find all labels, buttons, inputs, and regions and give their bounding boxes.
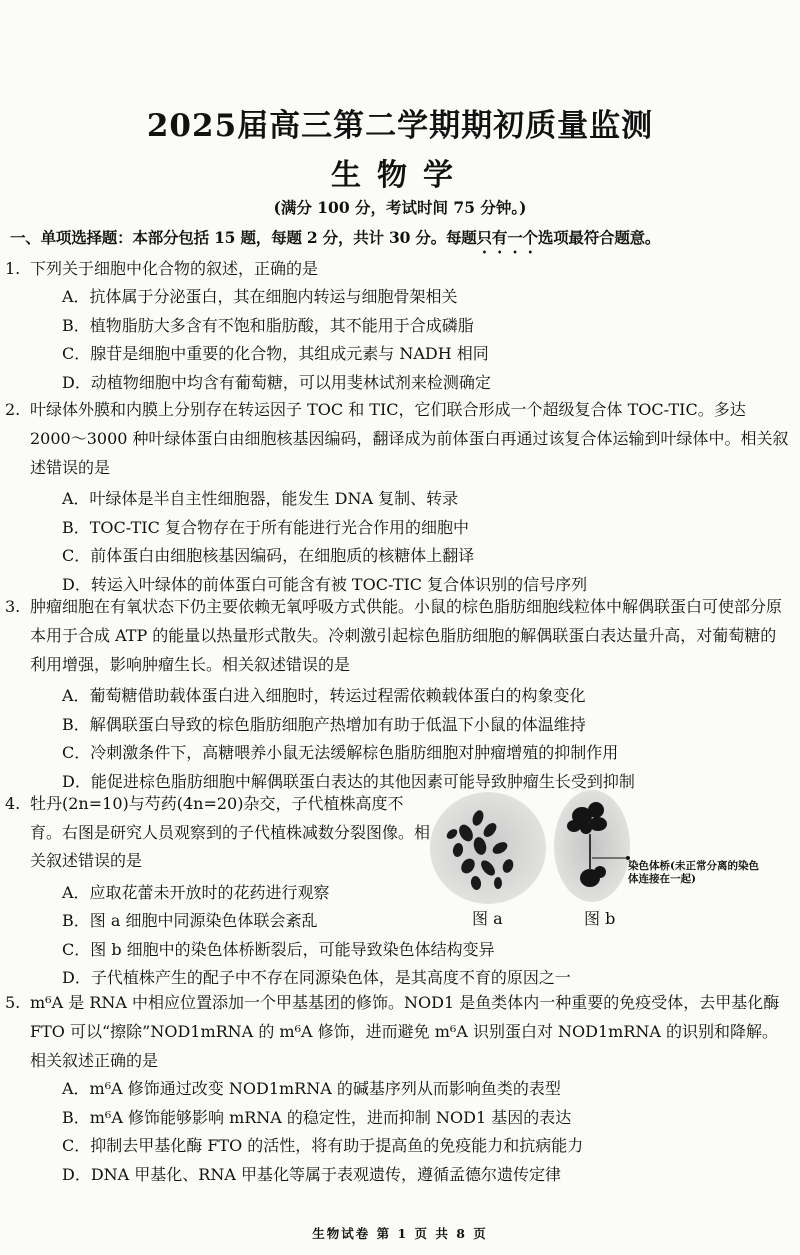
question-3	[0, 592, 800, 796]
question-stem	[0, 790, 430, 876]
option-b: B．m⁶A 修饰能够影响 mRNA 的稳定性，进而抑制 NOD1 基因的表达	[62, 1107, 572, 1127]
option-d: D．能促进棕色脂肪细胞中解偶联蛋白表达的其他因素可能导致肿瘤生长受到抑制	[62, 771, 635, 791]
section-heading-prefix: 一、单项选择题：本部分包括 15 题，每题 2 分，共计 30 分。每题	[10, 228, 477, 247]
figure-a-caption: 图 a	[472, 909, 503, 928]
question-2	[0, 395, 800, 599]
question-number: 3.	[5, 597, 21, 616]
question-1	[0, 254, 800, 397]
option-a: A．叶绿体是半自主性细胞器，能发生 DNA 复制、转录	[62, 489, 459, 508]
figure-b-caption: 图 b	[584, 909, 616, 928]
question-5	[0, 988, 800, 1189]
cell-background	[430, 792, 546, 904]
figure-b-micrograph	[552, 788, 632, 906]
question-text: 叶绿体外膜和内膜上分别存在转运因子 TOC 和 TIC，它们联合形成一个超级复合体 TOC-TIC。多达 2000～3000 种叶绿体蛋白由细胞核基因编码，翻译成为前体蛋白再通过该复合体运输到叶绿体中。相关叙述错误的是	[30, 400, 789, 477]
option-c: C．图 b 细胞中的染色体桥断裂后，可能导致染色体结构变异	[62, 939, 495, 959]
exam-title: 2025届高三第二学期期初质量监测	[146, 108, 654, 144]
section-heading-suffix: 选项最符合题意。	[537, 228, 661, 247]
question-number: 5.	[5, 993, 21, 1012]
option-c: C．前体蛋白由细胞核基因编码，在细胞质的核糖体上翻译	[62, 546, 475, 565]
option-c: C．腺苷是细胞中重要的化合物，其组成元素与 NADH 相同	[62, 344, 489, 363]
option-b: B．图 a 细胞中同源染色体联会紊乱	[62, 911, 318, 930]
option-b: B．植物脂肪大多含有不饱和脂肪酸，其不能用于合成磷脂	[62, 315, 474, 335]
question-number: 4.	[5, 794, 21, 813]
option-c: C．冷刺激条件下，高糖喂养小鼠无法缓解棕色脂肪细胞对肿瘤增殖的抑制作用	[62, 743, 619, 762]
option-d: D．DNA 甲基化、RNA 甲基化等属于表观遗传，遵循孟德尔遗传定律	[62, 1164, 561, 1184]
option-a: A．葡萄糖借助载体蛋白进入细胞时，转运过程需依赖载体蛋白的构象变化	[62, 686, 586, 705]
option-b: B．TOC-TIC 复合物存在于所有能进行光合作用的细胞中	[62, 517, 469, 537]
figure-a-micrograph	[428, 788, 548, 906]
option-d: D．转运入叶绿体的前体蛋白可能含有被 TOC-TIC 复合体识别的信号序列	[62, 574, 588, 594]
chromosome-bridge-label: 染色体桥(未正常分离的染色体连接在一起)	[628, 860, 759, 885]
option-b: B．解偶联蛋白导致的棕色脂肪细胞产热增加有助于低温下小鼠的体温维持	[62, 714, 586, 734]
question-text: 肿瘤细胞在有氧状态下仍主要依赖无氧呼吸方式供能。小鼠的棕色脂肪细胞线粒体中解偶联蛋白可使部分原本用于合成 ATP 的能量以热量形式散失。冷刺激引起棕色脂肪细胞的解偶联蛋白表达量升高，对葡萄糖的利用增强，影响肿瘤生长。相关叙述错误的是	[30, 597, 783, 674]
score-note: (满分 100 分，考试时间 75 分钟。)	[273, 198, 527, 217]
option-a: A．应取花蕾未开放时的花药进行观察	[62, 882, 330, 902]
subject-title: 生物学	[331, 158, 469, 193]
question-stem	[0, 395, 790, 482]
question-text: 下列关于细胞中化合物的叙述，正确的是	[30, 259, 319, 278]
question-4	[0, 790, 800, 993]
page-footer: 生物试卷 第 1 页 共 8 页	[312, 1226, 488, 1241]
question-stem	[0, 988, 790, 1075]
question-text: 牡丹(2n=10)与芍药(4n=20)杂交，子代植株高度不育。右图是研究人员观察到的子代植株减数分裂图像。相关叙述错误的是	[30, 794, 431, 870]
section-heading	[10, 226, 790, 257]
question-stem	[0, 592, 790, 679]
option-a: A．抗体属于分泌蛋白，其在细胞内转运与细胞骨架相关	[62, 287, 458, 306]
question-text: m⁶A 是 RNA 中相应位置添加一个甲基基团的修饰。NOD1 是鱼类体内一种重要的免疫受体，去甲基化酶 FTO 可以“擦除”NOD1mRNA 的 m⁶A 修饰，进而避免 m⁶A 识别蛋白对 NOD1mRNA 的识别和降解。相关叙述正确的是	[30, 993, 780, 1070]
option-d: D．子代植株产生的配子中不存在同源染色体，是其高度不育的原因之一	[62, 968, 571, 987]
section-heading-emphasis: 只有一个	[476, 228, 538, 247]
question-stem	[0, 254, 790, 283]
option-c: C．抑制去甲基化酶 FTO 的活性，将有助于提高鱼的免疫能力和抗病能力	[62, 1136, 584, 1155]
question-number: 1.	[5, 259, 21, 278]
option-a: A．m⁶A 修饰通过改变 NOD1mRNA 的碱基序列从而影响鱼类的表型	[62, 1079, 561, 1098]
question-number: 2.	[5, 400, 21, 419]
option-d: D．动植物细胞中均含有葡萄糖，可以用斐林试剂来检测确定	[62, 372, 491, 392]
